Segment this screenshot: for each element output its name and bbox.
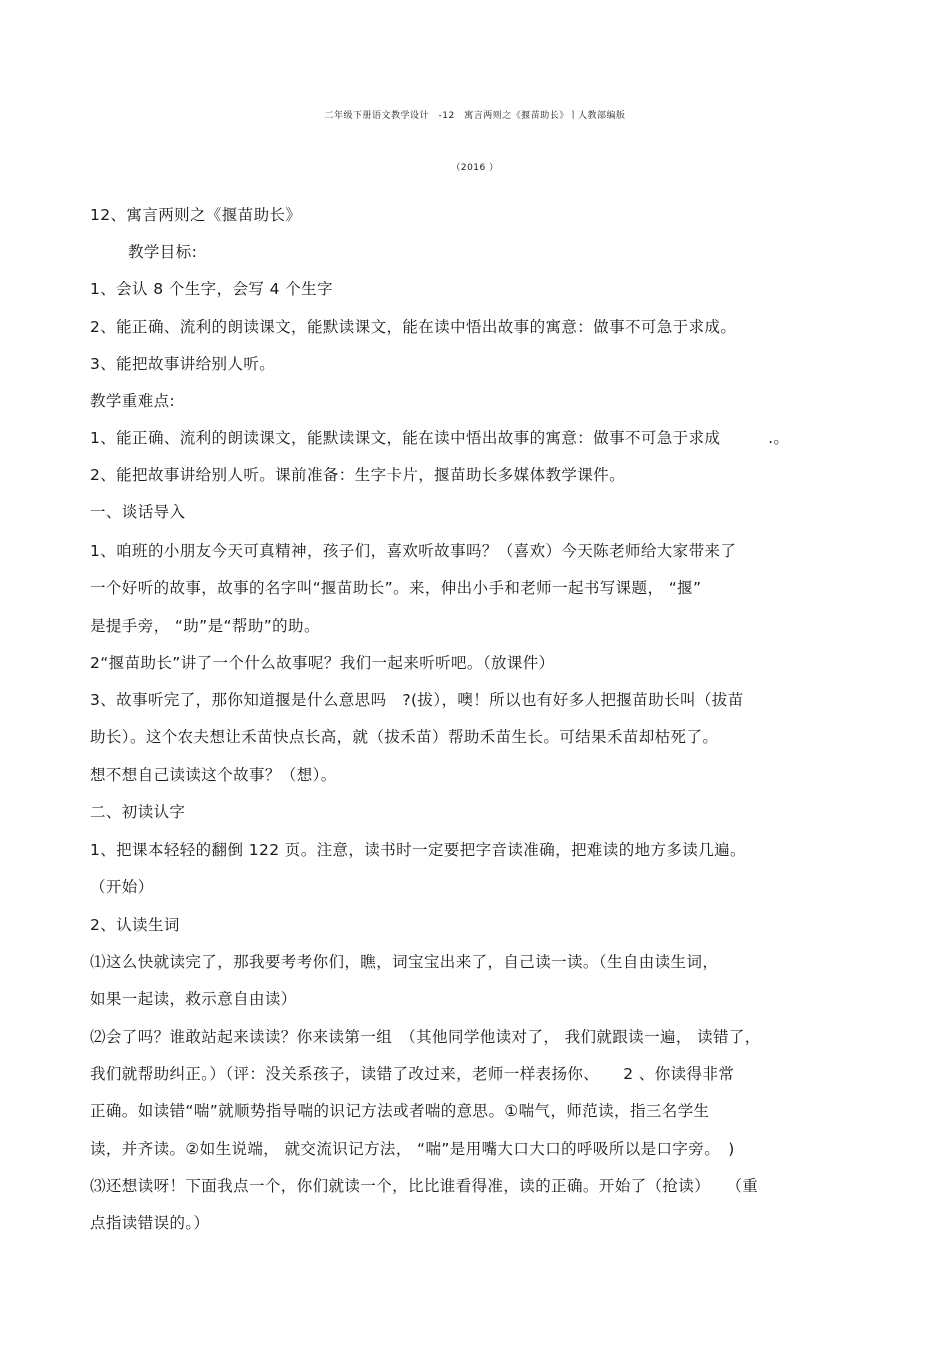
paragraph-line: 如果一起读，救示意自由读） <box>90 990 297 1008</box>
paragraph-line: 3、能把故事讲给别人听。 <box>90 355 276 373</box>
section-heading: 12、寓言两则之《揠苗助长》 <box>90 206 302 224</box>
document-title-year: （2016 ） <box>451 163 499 173</box>
paragraph-line: 2、认读生词 <box>90 916 180 934</box>
section-heading: 一、谈话导入 <box>90 503 186 521</box>
paragraph-line: 2“揠苗助长”讲了一个什么故事呢？我们一起来听听吧。（放课件） <box>90 654 555 672</box>
document-title: 二年级下册语文教学设计 -12 寓言两则之《揠苗助长》ㅣ人教部编版 <box>324 111 626 121</box>
paragraph-line: 读，并齐读。②如生说端， 就交流识记方法， “喘”是用嘴大口大口的呼吸所以是口字旁。 ) <box>90 1140 735 1158</box>
paragraph-line: （开始） <box>90 878 154 896</box>
paragraph-line: 1、把课本轻轻的翻倒 122 页。注意，读书时一定要把字音读准确，把难读的地方多读几遍。 <box>90 841 746 859</box>
paragraph-line: 教学重难点: <box>90 392 176 410</box>
section-heading: 二、初读认字 <box>90 803 186 821</box>
paragraph-line: 是提手旁， “助”是“帮助”的助。 <box>90 617 320 635</box>
paragraph-line: 2、能正确、流利的朗读课文，能默读课文，能在读中悟出故事的寓意：做事不可急于求成。 <box>90 318 737 336</box>
paragraph-line: 1、咱班的小朋友今天可真精神，孩子们，喜欢听故事吗？（喜欢）今天陈老师给大家带来了 <box>90 542 737 560</box>
paragraph-line: 想不想自己读读这个故事？（想）。 <box>90 766 337 784</box>
paragraph-line: 1、能正确、流利的朗读课文，能默读课文，能在读中悟出故事的寓意：做事不可急于求成 .。 <box>90 429 790 447</box>
paragraph-line: 3、故事听完了，那你知道揠是什么意思吗 ?(拔），噢！所以也有好多人把揠苗助长叫（拔苗 <box>90 691 744 709</box>
paragraph-line: 点指读错误的。） <box>90 1214 210 1232</box>
paragraph-line: 1、会认 8 个生字，会写 4 个生字 <box>90 280 333 298</box>
paragraph-line: 2、能把故事讲给别人听。课前准备：生字卡片，揠苗助长多媒体教学课件。 <box>90 466 625 484</box>
paragraph-line: 一个好听的故事，故事的名字叫“揠苗助长”。来，伸出小手和老师一起书写课题， “揠” <box>90 579 702 597</box>
paragraph-line: ⑴这么快就读完了，那我要考考你们，瞧，词宝宝出来了，自己读一读。（生自由读生词， <box>90 953 719 971</box>
paragraph-line: ⑵会了吗？谁敢站起来读读？你来读第一组 （其他同学他读对了， 我们就跟读一遍， 读错了， <box>90 1028 761 1046</box>
paragraph-line: 教学目标: <box>128 243 198 261</box>
paragraph-line: ⑶还想读呀！下面我点一个，你们就读一个，比比谁看得准，读的正确。开始了（抢读） （重 <box>90 1177 759 1195</box>
paragraph-line: 我们就帮助纠正。）（评：没关系孩子，读错了改过来，老师一样表扬你、 2 、你读得非常 <box>90 1065 735 1083</box>
paragraph-line: 助长）。这个农夫想让禾苗快点长高，就（拔禾苗）帮助禾苗生长。可结果禾苗却枯死了。 <box>90 728 719 746</box>
paragraph-line: 正确。如读错“喘”就顺势指导喘的识记方法或者喘的意思。①喘气，师范读，指三名学生 <box>90 1102 710 1120</box>
